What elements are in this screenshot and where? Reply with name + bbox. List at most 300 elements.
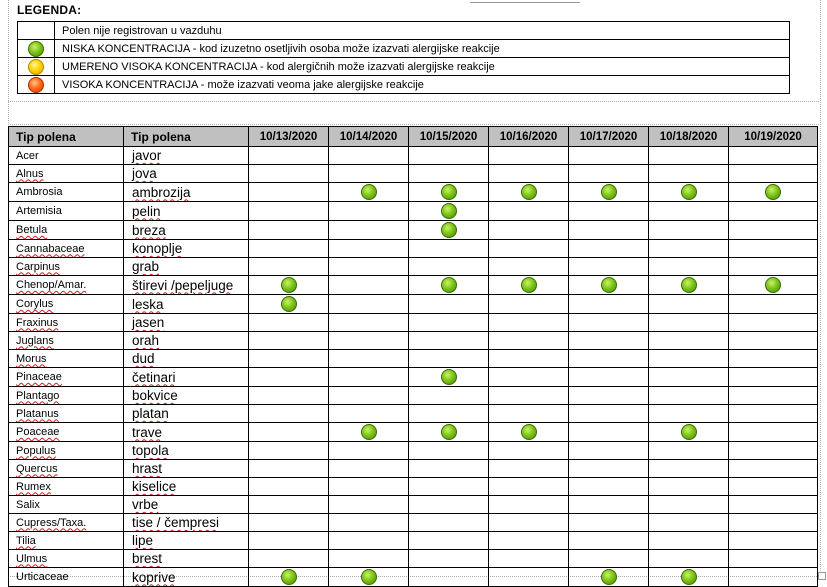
header-date: 10/15/2020	[409, 127, 489, 147]
green-dot-icon	[765, 184, 781, 200]
pollen-latin-name	[9, 350, 124, 368]
table-row	[9, 147, 818, 165]
section-gap	[8, 101, 819, 125]
table-row	[9, 387, 818, 405]
pollen-local-text: četinari	[132, 369, 176, 385]
concentration-cell	[329, 496, 409, 514]
page-header-line	[470, 0, 580, 3]
concentration-cell	[409, 460, 489, 478]
pollen-local-name	[124, 514, 249, 532]
concentration-cell	[489, 183, 569, 202]
concentration-cell	[409, 295, 489, 314]
pollen-latin-text: Plantago	[16, 389, 60, 402]
pollen-local-text: tise / čempresi	[132, 515, 220, 530]
concentration-cell	[489, 314, 569, 332]
pollen-local-text: koprive	[132, 569, 176, 585]
concentration-cell	[569, 147, 649, 165]
concentration-cell	[249, 332, 329, 350]
concentration-cell	[329, 568, 409, 587]
table-row	[9, 165, 818, 183]
header-date: 10/13/2020	[249, 127, 329, 147]
pollen-local-text: lipe	[132, 533, 154, 548]
concentration-cell	[649, 183, 729, 202]
table-row	[9, 550, 818, 568]
concentration-cell	[409, 405, 489, 423]
table-row	[9, 514, 818, 532]
pollen-local-text: trave	[132, 424, 163, 440]
concentration-cell	[249, 550, 329, 568]
concentration-cell	[409, 276, 489, 295]
pollen-latin-text: Juglans	[16, 334, 54, 347]
pollen-local-name	[124, 442, 249, 460]
concentration-cell	[409, 350, 489, 368]
concentration-cell	[649, 442, 729, 460]
legend-row	[18, 22, 790, 40]
pollen-local-text: vrbe	[132, 497, 159, 512]
concentration-cell	[569, 442, 649, 460]
concentration-cell	[249, 514, 329, 532]
concentration-cell	[409, 240, 489, 258]
concentration-cell	[249, 295, 329, 314]
pollen-local-text: javor	[132, 148, 162, 163]
legend-text: Polen nije registrovan u vazduhu	[55, 22, 790, 40]
concentration-cell	[729, 514, 818, 532]
green-dot-icon	[361, 184, 377, 200]
concentration-cell	[569, 202, 649, 221]
legend-row	[18, 76, 790, 94]
concentration-cell	[329, 405, 409, 423]
header-date: 10/17/2020	[569, 127, 649, 147]
pollen-local-name	[124, 240, 249, 258]
green-dot-icon	[281, 569, 297, 585]
pollen-latin-name	[9, 550, 124, 568]
pollen-latin-text: Corylus	[16, 298, 54, 310]
green-dot-icon	[601, 184, 617, 200]
concentration-cell	[409, 442, 489, 460]
pollen-latin-name	[9, 332, 124, 350]
concentration-cell	[489, 276, 569, 295]
concentration-cell	[409, 147, 489, 165]
table-header-row	[9, 127, 818, 147]
concentration-cell	[489, 442, 569, 460]
legend-swatch	[18, 58, 55, 76]
concentration-cell	[489, 295, 569, 314]
concentration-cell	[489, 550, 569, 568]
concentration-cell	[569, 496, 649, 514]
concentration-cell	[249, 532, 329, 550]
pollen-latin-text: Salix	[16, 498, 40, 511]
pollen-local-text: dud	[132, 351, 155, 366]
concentration-cell	[329, 202, 409, 221]
pollen-latin-name	[9, 165, 124, 183]
concentration-cell	[569, 368, 649, 387]
pollen-local-name	[124, 332, 249, 350]
concentration-cell	[249, 314, 329, 332]
concentration-cell	[329, 240, 409, 258]
pollen-local-name	[124, 568, 249, 587]
concentration-cell	[329, 295, 409, 314]
concentration-cell	[489, 460, 569, 478]
concentration-cell	[249, 350, 329, 368]
concentration-cell	[649, 202, 729, 221]
concentration-cell	[329, 550, 409, 568]
pollen-local-name	[124, 478, 249, 496]
concentration-cell	[649, 368, 729, 387]
pollen-local-name	[124, 387, 249, 405]
pollen-latin-name	[9, 423, 124, 442]
concentration-cell	[329, 258, 409, 276]
pollen-local-name	[124, 405, 249, 423]
concentration-cell	[329, 532, 409, 550]
concentration-cell	[409, 532, 489, 550]
pollen-latin-name	[9, 314, 124, 332]
concentration-cell	[329, 387, 409, 405]
table-row	[9, 478, 818, 496]
green-dot-icon	[441, 222, 457, 238]
concentration-cell	[249, 202, 329, 221]
concentration-cell	[569, 350, 649, 368]
concentration-cell	[569, 514, 649, 532]
concentration-cell	[409, 314, 489, 332]
table-row	[9, 460, 818, 478]
concentration-cell	[729, 332, 818, 350]
concentration-cell	[409, 202, 489, 221]
green-dot-icon	[521, 424, 537, 440]
pollen-local-name	[124, 423, 249, 442]
table-row	[9, 332, 818, 350]
green-dot-icon	[681, 184, 697, 200]
pollen-local-text: leska	[132, 296, 164, 312]
concentration-cell	[249, 258, 329, 276]
concentration-cell	[249, 568, 329, 587]
header-latin: Tip polena	[9, 127, 124, 147]
pollen-latin-text: Acer	[16, 149, 39, 162]
concentration-cell	[489, 405, 569, 423]
concentration-cell	[729, 240, 818, 258]
pollen-local-text: kiselice	[132, 479, 177, 494]
pollen-latin-name	[9, 405, 124, 423]
pollen-local-name	[124, 314, 249, 332]
concentration-cell	[729, 478, 818, 496]
table-row	[9, 258, 818, 276]
green-dot-icon	[521, 184, 537, 200]
legend-row	[18, 40, 790, 58]
orange-dot-icon	[28, 77, 44, 93]
pollen-local-name	[124, 221, 249, 240]
concentration-cell	[729, 276, 818, 295]
pollen-latin-name	[9, 202, 124, 221]
header-local: Tip polena	[124, 127, 249, 147]
green-dot-icon	[601, 569, 617, 585]
legend-row	[18, 58, 790, 76]
green-dot-icon	[281, 296, 297, 312]
pollen-local-name	[124, 183, 249, 202]
pollen-local-text: pelin	[132, 203, 161, 219]
pollen-latin-name	[9, 147, 124, 165]
pollen-latin-text: Rumex	[16, 480, 51, 493]
concentration-cell	[649, 532, 729, 550]
green-dot-icon	[441, 203, 457, 219]
concentration-cell	[249, 221, 329, 240]
concentration-cell	[649, 460, 729, 478]
pollen-latin-text: Fraxinus	[16, 316, 59, 329]
concentration-cell	[649, 496, 729, 514]
concentration-cell	[729, 405, 818, 423]
concentration-cell	[649, 276, 729, 295]
green-dot-icon	[681, 277, 697, 293]
pollen-local-text: konoplje	[132, 241, 183, 256]
concentration-cell	[729, 258, 818, 276]
legend-swatch	[18, 22, 55, 40]
concentration-cell	[729, 532, 818, 550]
green-dot-icon	[361, 424, 377, 440]
pollen-latin-text: Poaceae	[16, 426, 60, 438]
concentration-cell	[489, 258, 569, 276]
concentration-cell	[729, 496, 818, 514]
concentration-cell	[489, 387, 569, 405]
table-row	[9, 442, 818, 460]
concentration-cell	[729, 460, 818, 478]
concentration-cell	[489, 221, 569, 240]
table-row	[9, 405, 818, 423]
pollen-latin-name	[9, 460, 124, 478]
green-dot-icon	[441, 424, 457, 440]
concentration-cell	[569, 478, 649, 496]
concentration-cell	[329, 332, 409, 350]
concentration-cell	[409, 332, 489, 350]
pollen-local-text: jasen	[132, 315, 165, 330]
pollen-local-text: platan	[132, 406, 169, 421]
pollen-latin-name	[9, 240, 124, 258]
green-dot-icon	[765, 277, 781, 293]
concentration-cell	[249, 460, 329, 478]
green-dot-icon	[361, 569, 377, 585]
concentration-cell	[409, 568, 489, 587]
pollen-latin-name	[9, 568, 124, 587]
green-dot-icon	[681, 569, 697, 585]
table-row	[9, 532, 818, 550]
pollen-latin-name	[9, 387, 124, 405]
green-dot-icon	[441, 369, 457, 385]
pollen-local-name	[124, 165, 249, 183]
concentration-cell	[329, 221, 409, 240]
concentration-cell	[489, 202, 569, 221]
concentration-cell	[569, 532, 649, 550]
legend-text: NISKA KONCENTRACIJA - kod izuzetno osetljivih osoba može izazvati alergijske reakcije	[55, 40, 790, 58]
concentration-cell	[329, 478, 409, 496]
concentration-cell	[729, 350, 818, 368]
yellow-dot-icon	[28, 59, 44, 75]
concentration-cell	[649, 332, 729, 350]
concentration-cell	[489, 165, 569, 183]
concentration-cell	[249, 423, 329, 442]
concentration-cell	[409, 514, 489, 532]
concentration-cell	[329, 423, 409, 442]
table-row	[9, 423, 818, 442]
concentration-cell	[729, 202, 818, 221]
concentration-cell	[489, 532, 569, 550]
concentration-cell	[569, 387, 649, 405]
concentration-cell	[489, 478, 569, 496]
concentration-cell	[249, 387, 329, 405]
concentration-cell	[569, 405, 649, 423]
concentration-cell	[329, 442, 409, 460]
concentration-cell	[569, 460, 649, 478]
pollen-latin-name	[9, 496, 124, 514]
table-row	[9, 276, 818, 295]
concentration-cell	[489, 368, 569, 387]
concentration-cell	[329, 165, 409, 183]
concentration-cell	[729, 221, 818, 240]
concentration-cell	[409, 368, 489, 387]
pollen-local-name	[124, 276, 249, 295]
concentration-cell	[729, 442, 818, 460]
concentration-cell	[489, 332, 569, 350]
header-date: 10/16/2020	[489, 127, 569, 147]
table-row	[9, 295, 818, 314]
concentration-cell	[569, 423, 649, 442]
pollen-local-name	[124, 350, 249, 368]
concentration-cell	[729, 550, 818, 568]
legend-text: UMERENO VISOKA KONCENTRACIJA - kod alergičnih može izazvati alergijske reakcije	[55, 58, 790, 76]
pollen-local-name	[124, 550, 249, 568]
concentration-cell	[649, 240, 729, 258]
concentration-cell	[649, 387, 729, 405]
pollen-latin-name	[9, 221, 124, 240]
header-date: 10/19/2020	[729, 127, 818, 147]
table-row	[9, 314, 818, 332]
pollen-latin-name	[9, 478, 124, 496]
pollen-local-name	[124, 496, 249, 514]
concentration-cell	[329, 514, 409, 532]
green-dot-icon	[441, 184, 457, 200]
pollen-latin-name	[9, 514, 124, 532]
concentration-cell	[489, 350, 569, 368]
pollen-latin-name	[9, 183, 124, 202]
concentration-cell	[409, 478, 489, 496]
concentration-cell	[729, 183, 818, 202]
pollen-latin-text: Urticaceae	[16, 571, 69, 583]
concentration-cell	[729, 568, 818, 587]
pollen-table	[8, 126, 818, 587]
pollen-latin-name	[9, 276, 124, 295]
concentration-cell	[649, 350, 729, 368]
concentration-cell	[569, 183, 649, 202]
concentration-cell	[729, 387, 818, 405]
concentration-cell	[649, 550, 729, 568]
pollen-latin-text: Alnus	[16, 167, 44, 180]
concentration-cell	[409, 423, 489, 442]
concentration-cell	[409, 387, 489, 405]
pollen-latin-text: Artemisia	[16, 205, 62, 217]
concentration-cell	[569, 332, 649, 350]
pollen-latin-text: Cupress/Taxa.	[16, 516, 87, 529]
concentration-cell	[329, 460, 409, 478]
table-row	[9, 496, 818, 514]
concentration-cell	[729, 314, 818, 332]
concentration-cell	[409, 165, 489, 183]
concentration-cell	[249, 442, 329, 460]
pollen-latin-text: Morus	[16, 352, 47, 365]
pollen-local-text: grab	[132, 259, 160, 274]
concentration-cell	[569, 240, 649, 258]
pollen-latin-text: Pinaceae	[16, 371, 62, 383]
concentration-cell	[649, 165, 729, 183]
pollen-latin-text: Platanus	[16, 407, 59, 420]
pollen-local-text: topola	[132, 443, 169, 458]
concentration-cell	[649, 258, 729, 276]
pollen-local-name	[124, 368, 249, 387]
table-row	[9, 202, 818, 221]
pollen-latin-text: Chenop/Amar.	[16, 279, 87, 291]
pollen-latin-text: Populus	[16, 444, 56, 457]
concentration-cell	[249, 496, 329, 514]
concentration-cell	[409, 258, 489, 276]
table-row	[9, 368, 818, 387]
concentration-cell	[649, 147, 729, 165]
concentration-cell	[649, 478, 729, 496]
concentration-cell	[649, 514, 729, 532]
concentration-cell	[649, 568, 729, 587]
pollen-local-name	[124, 202, 249, 221]
pollen-latin-text: Tilia	[16, 534, 36, 547]
header-date: 10/18/2020	[649, 127, 729, 147]
pollen-local-name	[124, 147, 249, 165]
concentration-cell	[249, 147, 329, 165]
green-dot-icon	[681, 424, 697, 440]
concentration-cell	[569, 221, 649, 240]
concentration-cell	[729, 165, 818, 183]
legend-table	[17, 21, 790, 94]
legend-swatch	[18, 76, 55, 94]
concentration-cell	[409, 183, 489, 202]
pollen-latin-text: Quercus	[16, 462, 58, 475]
pollen-latin-text: Ambrosia	[16, 186, 63, 198]
concentration-cell	[649, 314, 729, 332]
concentration-cell	[489, 568, 569, 587]
pollen-local-text: ambrozija	[132, 184, 191, 200]
pollen-latin-text: Ulmus	[16, 552, 48, 565]
concentration-cell	[569, 258, 649, 276]
pollen-local-text: hrast	[132, 461, 163, 476]
concentration-cell	[409, 221, 489, 240]
concentration-cell	[649, 423, 729, 442]
pollen-local-text: bokvice	[132, 388, 178, 403]
concentration-cell	[249, 165, 329, 183]
concentration-cell	[249, 240, 329, 258]
concentration-cell	[329, 276, 409, 295]
concentration-cell	[569, 276, 649, 295]
concentration-cell	[329, 147, 409, 165]
pollen-local-name	[124, 532, 249, 550]
green-dot-icon	[281, 277, 297, 293]
pollen-local-text: štirevi /pepeljuge	[132, 277, 234, 293]
concentration-cell	[249, 368, 329, 387]
concentration-cell	[489, 423, 569, 442]
pollen-latin-text: Betula	[16, 224, 48, 236]
table-row	[9, 568, 818, 587]
concentration-cell	[249, 183, 329, 202]
concentration-cell	[409, 550, 489, 568]
concentration-cell	[329, 314, 409, 332]
concentration-cell	[329, 183, 409, 202]
concentration-cell	[569, 568, 649, 587]
concentration-cell	[569, 165, 649, 183]
concentration-cell	[489, 514, 569, 532]
pollen-local-text: breza	[132, 222, 166, 238]
concentration-cell	[489, 147, 569, 165]
concentration-cell	[409, 496, 489, 514]
